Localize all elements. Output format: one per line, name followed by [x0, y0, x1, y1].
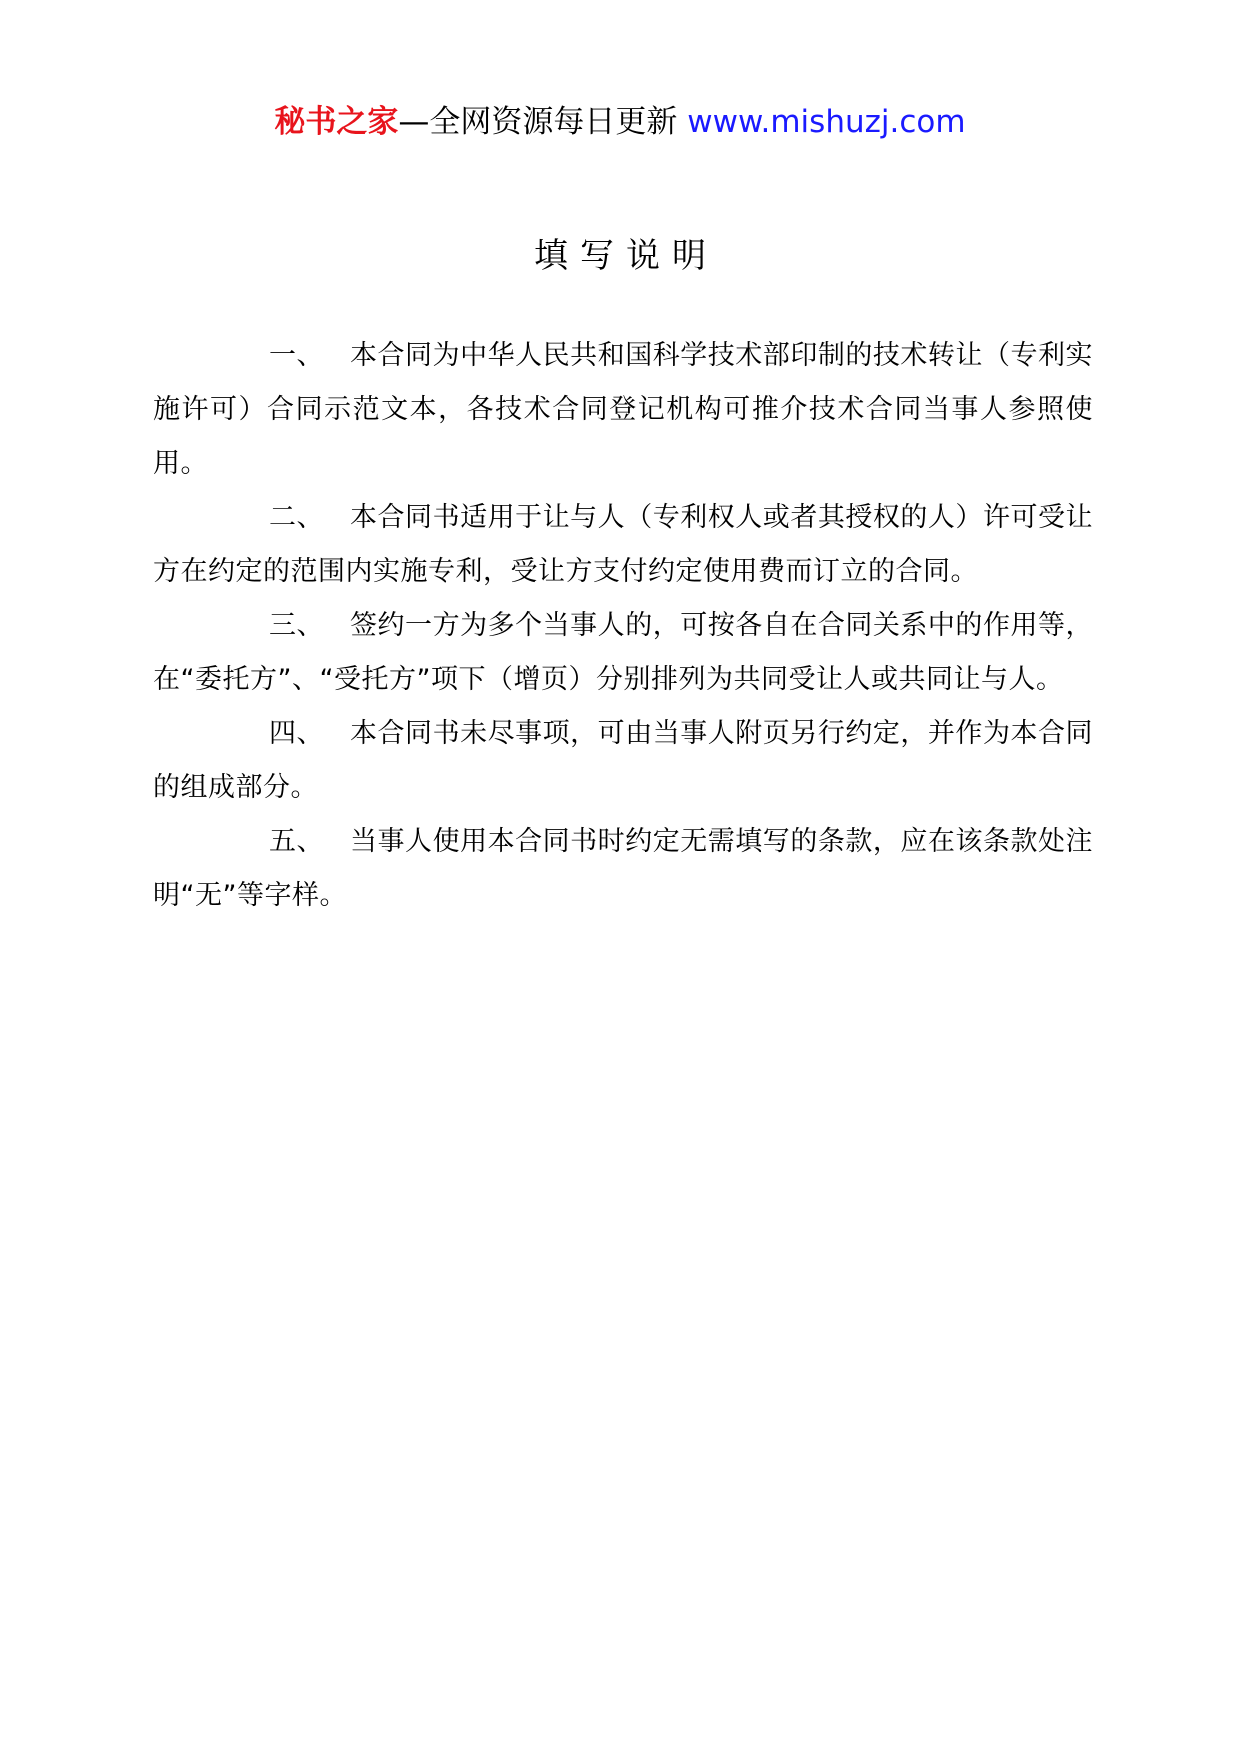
header-tagline: —全网资源每日更新: [398, 104, 678, 140]
document-title: 填写说明: [534, 236, 718, 276]
item-text: 本合同书适用于让与人（专利权人或者其授权的人）许可受让方在约定的范围内实施专利，受让方支付约定使用费而订立的合同。: [153, 502, 1093, 587]
item-number: 一、: [269, 340, 324, 371]
site-header: [0, 98, 1240, 146]
item-number: 二、: [269, 502, 324, 533]
item-number: 五、: [269, 826, 324, 857]
instruction-item: [153, 599, 1093, 707]
instructions-body: [153, 329, 1093, 923]
item-text: 签约一方为多个当事人的，可按各自在合同关系中的作用等，在“委托方”、“受托方”项下（增页）分别排列为共同受让人或共同让与人。: [153, 610, 1093, 695]
item-number: 四、: [269, 718, 324, 749]
instruction-item: [153, 329, 1093, 491]
instruction-item: [153, 491, 1093, 599]
item-text: 本合同为中华人民共和国科学技术部印制的技术转让（专利实施许可）合同示范文本，各技术合同登记机构可推介技术合同当事人参照使用。: [153, 340, 1093, 479]
site-url-link[interactable]: www.mishuzj.com: [687, 104, 966, 140]
item-text: 本合同书未尽事项，可由当事人附页另行约定，并作为本合同的组成部分。: [153, 718, 1093, 803]
item-text: 当事人使用本合同书时约定无需填写的条款，应在该条款处注明“无”等字样。: [153, 826, 1093, 911]
brand-name: 秘书之家: [274, 104, 399, 140]
instruction-item: [153, 815, 1093, 923]
item-number: 三、: [269, 610, 324, 641]
instruction-item: [153, 707, 1093, 815]
